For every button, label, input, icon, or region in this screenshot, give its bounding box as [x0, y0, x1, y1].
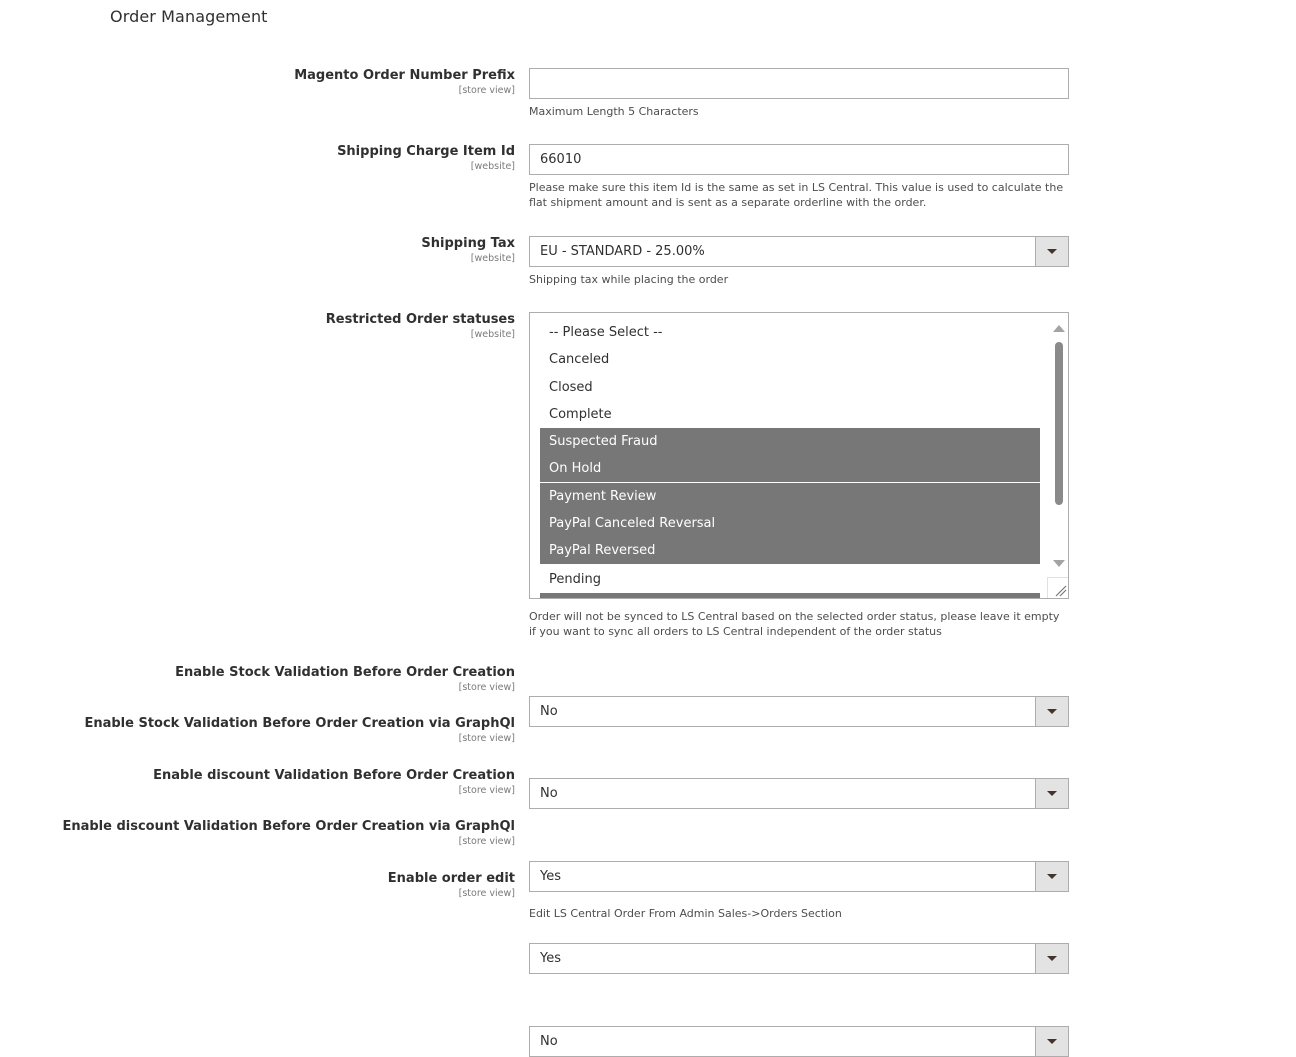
stock-validation-scope: [store view] — [458, 682, 515, 693]
discount-validation-graphql-select[interactable] — [529, 943, 1069, 974]
resize-handle-icon[interactable] — [1047, 577, 1068, 598]
shipping-tax-scope: [website] — [470, 253, 515, 264]
shipping-tax-value: EU - STANDARD - 25.00% — [540, 244, 705, 259]
stock-validation-select[interactable] — [529, 696, 1069, 727]
discount-validation-graphql-label: Enable discount Validation Before Order Creation via GraphQl — [62, 819, 515, 834]
shipping-tax-label: Shipping Tax — [421, 236, 515, 251]
discount-validation-scope: [store view] — [458, 785, 515, 796]
stock-validation-graphql-value: No — [540, 786, 558, 801]
discount-validation-graphql-value: Yes — [540, 951, 561, 966]
restricted-option[interactable]: PayPal Reversed — [540, 537, 1040, 564]
restricted-option[interactable]: Pending — [549, 572, 601, 587]
restricted-option[interactable]: Suspected Fraud — [540, 428, 1040, 455]
prefix-label: Magento Order Number Prefix — [294, 68, 515, 83]
chevron-down-icon — [1047, 709, 1057, 714]
restricted-label-group — [326, 312, 515, 342]
shipping-item-label: Shipping Charge Item Id — [337, 144, 515, 159]
scrollbar-thumb[interactable] — [1055, 342, 1063, 505]
shipping-item-scope: [website] — [470, 161, 515, 172]
chevron-down-icon — [1047, 249, 1057, 254]
order-edit-value: No — [540, 1034, 558, 1049]
discount-validation-graphql-dropdown-button[interactable] — [1035, 944, 1068, 973]
discount-validation-graphql-label-group — [62, 819, 515, 849]
order-edit-label-group — [388, 871, 515, 901]
prefix-label-group — [294, 68, 515, 98]
order-edit-dropdown-button[interactable] — [1035, 1027, 1068, 1056]
shipping-item-input[interactable]: 66010 — [529, 144, 1069, 175]
chevron-down-icon — [1047, 1039, 1057, 1044]
chevron-down-icon — [1047, 874, 1057, 879]
section-title[interactable]: Order Management — [110, 7, 268, 26]
stock-validation-dropdown-button[interactable] — [1035, 697, 1068, 726]
stock-validation-graphql-scope: [store view] — [458, 733, 515, 744]
restricted-option[interactable]: PayPal Canceled Reversal — [540, 510, 1040, 537]
shipping-tax-note: Shipping tax while placing the order — [529, 273, 729, 286]
order-edit-note: Edit LS Central Order From Admin Sales->Orders Section — [529, 907, 842, 920]
restricted-option[interactable]: Canceled — [549, 352, 610, 367]
shipping-tax-dropdown-button[interactable] — [1035, 237, 1068, 266]
restricted-option-partial[interactable] — [540, 593, 1040, 599]
discount-validation-label-group — [153, 768, 515, 798]
restricted-scope: [website] — [470, 329, 515, 340]
restricted-option[interactable]: Complete — [549, 407, 612, 422]
scroll-up-icon[interactable] — [1053, 325, 1065, 332]
prefix-input[interactable] — [529, 68, 1069, 99]
stock-validation-label-group — [175, 665, 515, 695]
discount-validation-graphql-scope: [store view] — [458, 836, 515, 847]
stock-validation-graphql-dropdown-button[interactable] — [1035, 779, 1068, 808]
chevron-down-icon — [1047, 956, 1057, 961]
restricted-option[interactable]: On Hold — [540, 455, 1040, 482]
stock-validation-graphql-label: Enable Stock Validation Before Order Creation via GraphQl — [84, 716, 515, 731]
shipping-tax-label-group — [421, 236, 515, 266]
order-edit-label: Enable order edit — [387, 871, 515, 886]
shipping-item-note: Please make sure this item Id is the same as set in LS Central. This value is used to calculate the flat shipment amount and is sent as a separate orderline with the order. — [529, 181, 1064, 209]
restricted-option[interactable]: Closed — [549, 380, 593, 395]
discount-validation-value: Yes — [540, 869, 561, 884]
stock-validation-value: No — [540, 704, 558, 719]
restricted-multiselect[interactable] — [529, 312, 1069, 599]
stock-validation-graphql-label-group — [84, 716, 515, 746]
order-edit-scope: [store view] — [458, 888, 515, 899]
restricted-option[interactable]: Payment Review — [540, 483, 1040, 510]
prefix-scope: [store view] — [458, 85, 515, 96]
chevron-down-icon — [1047, 791, 1057, 796]
discount-validation-label: Enable discount Validation Before Order Creation — [153, 768, 515, 783]
discount-validation-select[interactable] — [529, 861, 1069, 892]
stock-validation-graphql-select[interactable] — [529, 778, 1069, 809]
order-edit-select[interactable] — [529, 1026, 1069, 1057]
stock-validation-label: Enable Stock Validation Before Order Creation — [175, 665, 515, 680]
shipping-item-label-group — [337, 144, 515, 174]
shipping-tax-select[interactable] — [529, 236, 1069, 267]
scroll-down-icon[interactable] — [1053, 560, 1065, 567]
restricted-option[interactable]: -- Please Select -- — [549, 325, 663, 340]
discount-validation-dropdown-button[interactable] — [1035, 862, 1068, 891]
restricted-note: Order will not be synced to LS Central based on the selected order status, please leave it empty if you want to sync all orders to LS Central independent of the order status — [529, 610, 1060, 638]
restricted-label: Restricted Order statuses — [325, 312, 515, 327]
prefix-note: Maximum Length 5 Characters — [529, 105, 699, 118]
